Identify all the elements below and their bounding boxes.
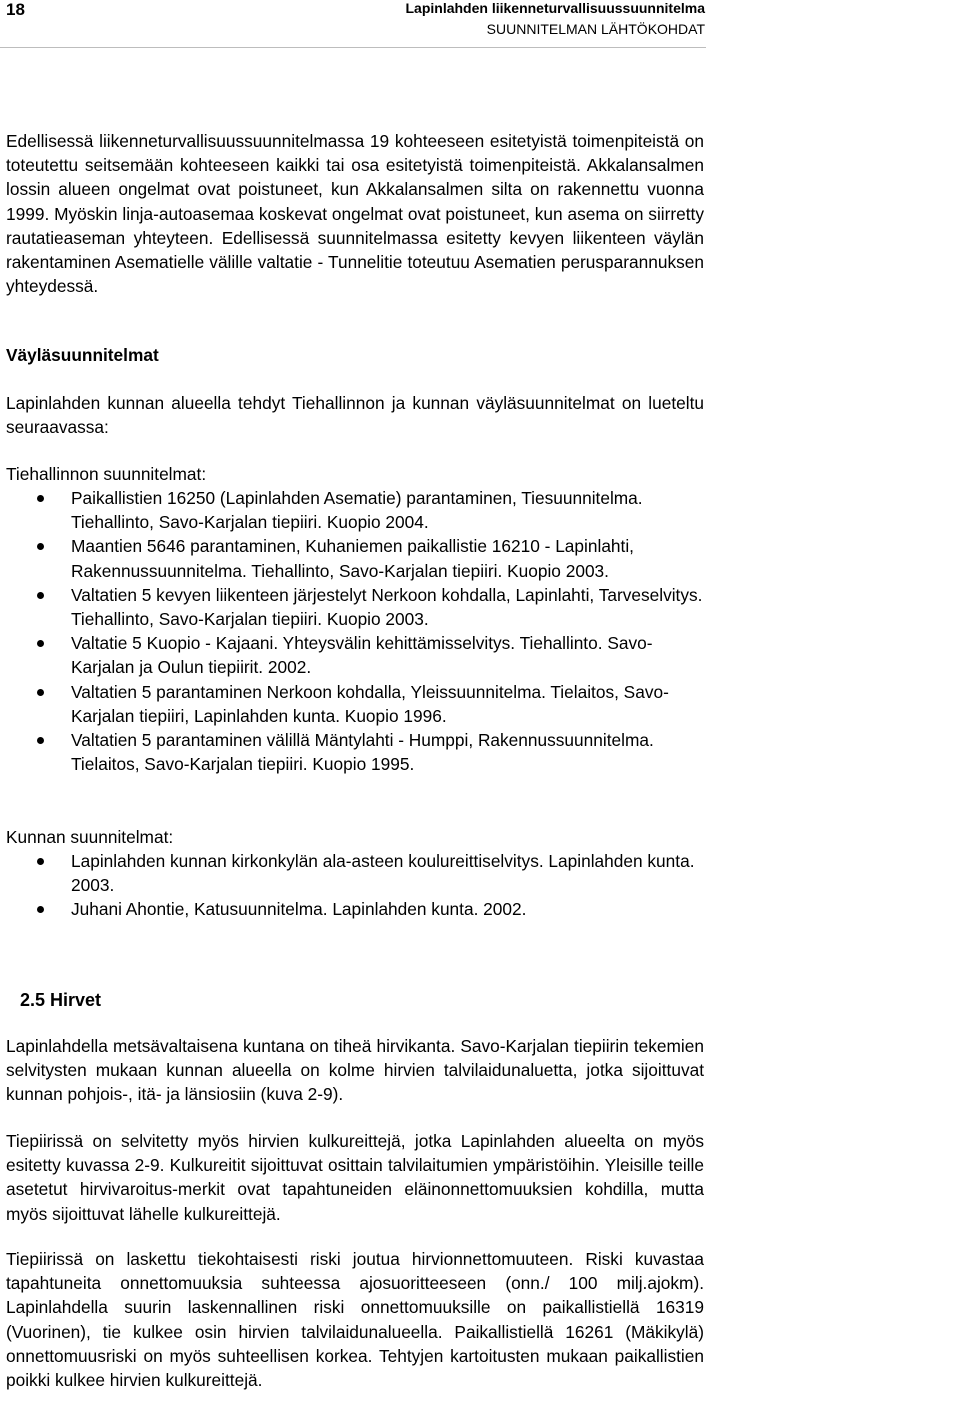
list-item: Maantien 5646 parantaminen, Kuhaniemen paikallistie 16210 - Lapinlahti, Rakennussuunnitelma. Tiehallinto, Savo-Karjalan tiepiiri. Kuopio 2003. bbox=[0, 534, 704, 582]
kunta-label: Kunnan suunnitelmat: bbox=[6, 827, 174, 847]
list-item: Paikallistien 16250 (Lapinlahden Asematie) parantaminen, Tiesuunnitelma. Tiehallinto, Savo-Karjalan tiepiiri. Kuopio 2004. bbox=[0, 486, 704, 534]
list-item: Valtatien 5 parantaminen Nerkoon kohdalla, Yleissuunnitelma. Tielaitos, Savo-Karjalan tiepiiri, Lapinlahden kunta. Kuopio 1996. bbox=[0, 680, 704, 728]
list-item: Juhani Ahontie, Katusuunnitelma. Lapinlahden kunta. 2002. bbox=[0, 897, 704, 921]
header-subtitle: SUUNNITELMAN LÄHTÖKOHDAT bbox=[486, 21, 705, 37]
kunta-list bbox=[0, 849, 704, 922]
list-item: Valtatie 5 Kuopio - Kajaani. Yhteysvälin kehittämisselvitys. Tiehallinto. Savo-Karjalan ja Oulun tiepiirit. 2002. bbox=[0, 631, 704, 679]
list-item: Valtatien 5 parantaminen välillä Mäntylahti - Humppi, Rakennussuunnitelma. Tielaitos, Savo-Karjalan tiepiiri. Kuopio 1995. bbox=[0, 728, 704, 776]
tiehallinto-list bbox=[0, 486, 704, 776]
page-number: 18 bbox=[6, 0, 25, 19]
vayla-heading: Väyläsuunnitelmat bbox=[6, 345, 159, 365]
intro-paragraph: Edellisessä liikenneturvallisuussuunnitelmassa 19 kohteeseen esitetyistä toimenpiteistä on toteutettu seitsemään kohteeseen kaikki tai osa esitetyistä toimenpiteistä. Akkalansalmen lossin alueen ongelmat ovat poistuneet, kun Akkalansalmen silta on rakennettu vuonna 1999. Myöskin linja-autoasemaa koskevat ongelmat ovat poistuneet, kun asema on siirretty rautatieaseman yhteyteen. Edellisessä suunnitelmassa esitetty kevyen liikenteen väylän rakentaminen Asematielle välille valtatie - Tunnelitie toteutuu Asematien perusparannuksen yhteydessä. bbox=[6, 131, 704, 297]
header-divider bbox=[0, 47, 706, 48]
tiehallinto-label: Tiehallinnon suunnitelmat: bbox=[6, 464, 207, 484]
header-title: Lapinlahden liikenneturvallisuussuunnitelma bbox=[405, 0, 705, 16]
page-header bbox=[0, 0, 960, 50]
vayla-paragraph: Lapinlahden kunnan alueella tehdyt Tiehallinnon ja kunnan väyläsuunnitelmat on lueteltu seuraavassa: bbox=[6, 393, 704, 438]
section-heading-hirvet: 2.5 Hirvet bbox=[20, 990, 102, 1010]
list-item: Lapinlahden kunnan kirkonkylän ala-asteen koulureittiselvitys. Lapinlahden kunta. 2003. bbox=[0, 849, 704, 897]
hirvet-paragraph-3: Tiepiirissä on laskettu tiekohtaisesti riski joutua hirvionnettomuuteen. Riski kuvastaa tapahtuneita onnettomuuksia suhteessa ajosuoritteeseen (onn./ 100 milj.ajokm). Lapinlahdella suurin laskennallinen riski onnettomuuksille on paikallistiellä 16319 (Vuorinen), tie kulkee osin hirvien talvilaidunalueella. Paikallistiellä 16261 (Mäkikylä) onnettomuusriski on myös suhteellisen korkea. Tehtyjen kartoitusten mukaan paikallistien poikki kulkee hirvien kulkureittejä. bbox=[6, 1249, 704, 1391]
hirvet-paragraph-1: Lapinlahdella metsävaltaisena kuntana on tiheä hirvikanta. Savo-Karjalan tiepiirin tekemien selvitysten mukaan kunnan alueella on kolme hirvien talvilaidunaluetta, jotka sijoittuvat kunnan pohjois-, itä- ja länsiosiin (kuva 2-9). bbox=[6, 1036, 704, 1105]
list-item: Valtatien 5 kevyen liikenteen järjestelyt Nerkoon kohdalla, Lapinlahti, Tarveselvitys. Tiehallinto, Savo-Karjalan tiepiiri. Kuopio 2003. bbox=[0, 583, 704, 631]
hirvet-paragraph-2: Tiepiirissä on selvitetty myös hirvien kulkureittejä, jotka Lapinlahden alueelta on myös esitetty kuvassa 2-9. Kulkureitit sijoittuvat osittain talvilaitumien ympäristöihin. Yleisille teille asetetut hirvivaroitus-merkit ovat tapahtuneiden eläinonnettomuuksien kohdilla, mutta myös sijoittuvat lähelle kulkureittejä. bbox=[6, 1131, 704, 1224]
